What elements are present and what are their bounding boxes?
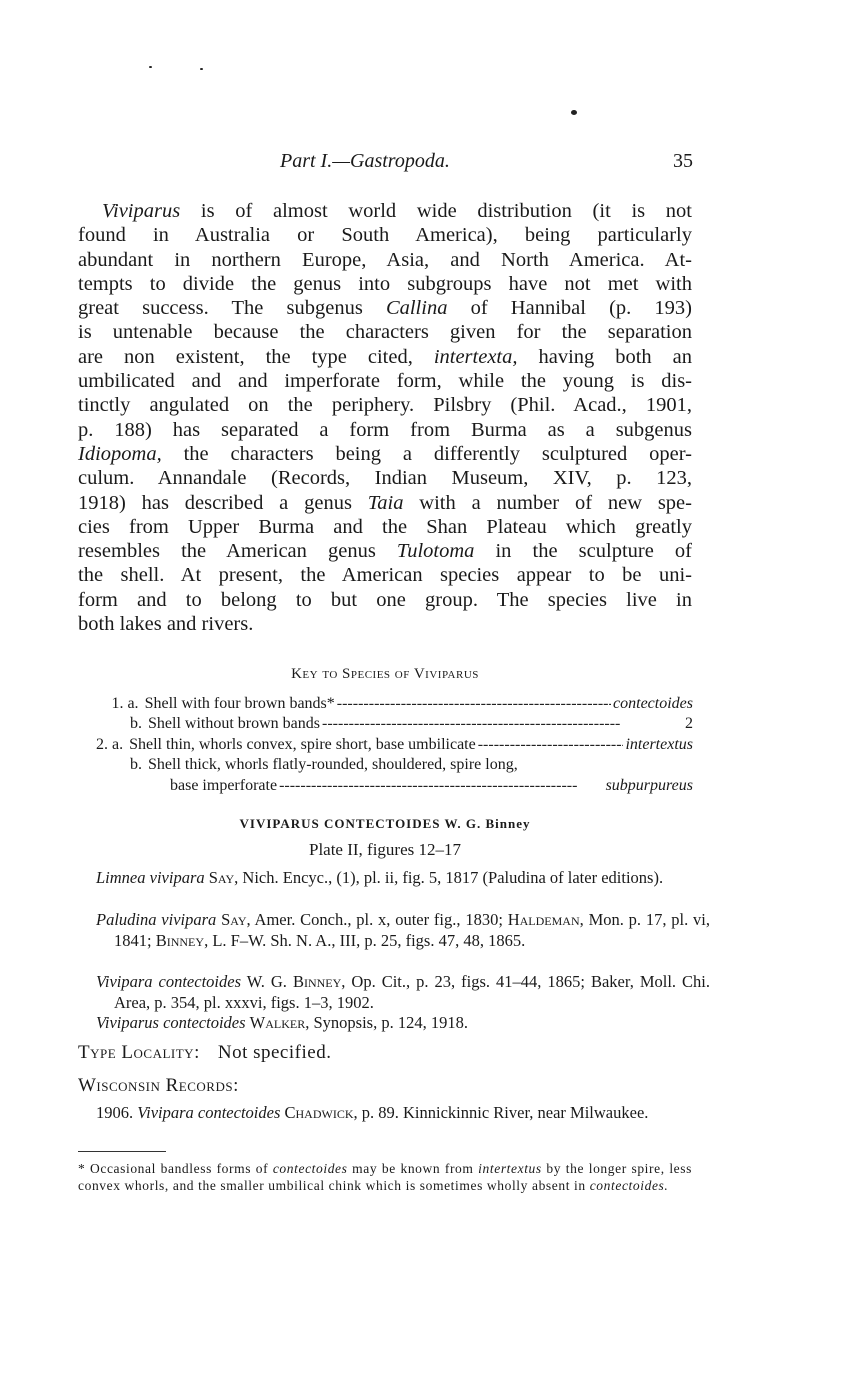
text-run: abundant in northern Europe, Asia, and North America. At- xyxy=(78,248,692,271)
dot-leader xyxy=(337,694,611,714)
text-run: the characters being a differently sculptured oper- xyxy=(161,442,692,465)
text-run: , Synopsis, p. 124, 1918. xyxy=(305,1013,468,1032)
synonymy-entry xyxy=(96,909,710,951)
text-run: of Hannibal (p. 193) xyxy=(447,297,692,320)
author-name: Walker xyxy=(249,1013,306,1032)
text-line xyxy=(78,466,692,490)
text-run: culum. Annandale (Records, Indian Museum, XIV, p. 123, xyxy=(78,467,692,490)
key-number: b. xyxy=(130,715,142,732)
synonymy-entry xyxy=(96,867,710,888)
italic-text: Callina xyxy=(385,297,448,320)
text-run: , Op. Cit., p. 23, figs. 41–44, 1865; Baker, Moll. Chi. Area, p. 354, pl. xxxvi, figs. 1–3, 1902. xyxy=(114,972,710,1012)
text-line xyxy=(78,320,692,344)
key-text: Shell thick, whorls flatly-rounded, shouldered, spire long, xyxy=(148,756,518,773)
text-run: resembles the American genus xyxy=(78,540,397,563)
body-paragraph xyxy=(78,199,692,636)
italic-text: Tulotoma xyxy=(396,540,475,563)
italic-text: Vivipara contectoides xyxy=(96,972,241,991)
text-line xyxy=(78,223,692,247)
key-text: Shell with four brown bands* xyxy=(144,695,335,712)
text-line xyxy=(78,393,692,417)
text-run: may be known from xyxy=(347,1161,479,1176)
key-text: Shell without brown bands xyxy=(148,715,320,732)
text-run: , p. 89. Kinnickinnic River, near Milwaukee. xyxy=(353,1103,649,1122)
italic-text: contectoides. xyxy=(589,1178,669,1193)
italic-text: Paludina vivipara xyxy=(96,910,217,929)
text-run: form and to belong to but one group. The species live in xyxy=(78,588,692,611)
text-run: , L. F–W. Sh. N. A., III, p. 25, figs. 47, 48, 1865. xyxy=(204,931,526,950)
text-run: p. 188) has separated a form from Burma as a subgenus xyxy=(78,418,692,441)
footnote xyxy=(78,1160,692,1194)
italic-text: Limnea vivipara xyxy=(96,868,205,887)
text-run: in the sculpture of xyxy=(474,540,692,563)
author-name: Binney xyxy=(155,931,205,950)
text-run: W. G. xyxy=(241,972,293,991)
author-name: Say xyxy=(221,910,247,929)
text-run: by the longer spire, less convex whorls, and the smaller umbilical chink which is sometimes wholly absent in xyxy=(78,1161,692,1193)
type-locality xyxy=(78,1042,331,1064)
key-result: subpurpureus xyxy=(605,777,693,794)
plate-reference: Plate II, figures 12–17 xyxy=(308,840,462,859)
text-run: both lakes and rivers. xyxy=(78,613,254,636)
text-line xyxy=(78,418,692,442)
key-result: contectoides xyxy=(613,695,693,712)
text-run: tinctly angulated on the periphery. Pilsbry (Phil. Acad., 1901, xyxy=(78,394,692,417)
italic-text: Viviparus contectoides xyxy=(96,1013,246,1032)
text-line xyxy=(78,612,692,636)
text-run: are non existent, the type cited, xyxy=(78,345,434,368)
key-number: 2. a. xyxy=(96,736,124,753)
text-line xyxy=(78,272,692,296)
synonymy-entry xyxy=(96,1012,710,1033)
dot-leader xyxy=(478,735,624,755)
text-run: the shell. At present, the American species appear to be uni- xyxy=(78,564,692,587)
italic-text: contectoides xyxy=(272,1161,348,1176)
text-line xyxy=(78,199,692,223)
text-run: , Nich. Encyc., (1), pl. ii, fig. 5, 1817 (Paludina of later editions). xyxy=(234,868,664,887)
key-row xyxy=(96,735,693,755)
scan-speck xyxy=(200,68,203,70)
key-text: Shell thin, whorls convex, spire short, base umbilicate xyxy=(129,736,476,753)
text-line xyxy=(78,442,692,466)
text-run: with a number of new spe- xyxy=(403,491,692,514)
text-run: 1918) has described a genus xyxy=(78,491,368,514)
author-name: Binney xyxy=(292,972,342,991)
key-text: base imperforate xyxy=(170,777,278,794)
key-row xyxy=(96,776,693,796)
italic-text: Taia xyxy=(367,491,404,514)
key-row xyxy=(96,755,693,775)
key-row xyxy=(96,714,693,734)
text-run: , Mon. p. 17, pl. vi, 1841; xyxy=(114,910,711,950)
key-number: b. xyxy=(130,756,142,773)
text-run: * Occasional bandless forms of xyxy=(78,1161,273,1176)
italic-text: intertexta, xyxy=(433,345,518,368)
page-number: 35 xyxy=(673,150,693,172)
author-name: Chadwick xyxy=(284,1103,354,1122)
wisconsin-record xyxy=(96,1102,710,1123)
text-line xyxy=(78,248,692,272)
italic-text: Viviparus xyxy=(102,200,181,222)
dot-leader xyxy=(279,776,604,796)
text-line xyxy=(78,515,692,539)
author-name: Haldeman xyxy=(507,910,580,929)
text-run: 1906. xyxy=(96,1103,138,1122)
dot-leader xyxy=(322,714,683,734)
key-row xyxy=(96,694,693,714)
running-title: Part I.—Gastropoda. xyxy=(280,150,450,172)
scan-speck xyxy=(149,66,152,68)
author-name: Say xyxy=(208,868,235,887)
italic-text: Idiopoma, xyxy=(78,442,162,465)
text-line xyxy=(78,345,692,369)
text-line xyxy=(78,588,692,612)
text-run: great success. The subgenus xyxy=(78,297,386,320)
scan-speck xyxy=(571,110,577,115)
footnote-rule xyxy=(78,1151,166,1152)
text-run: is of almost world wide distribution (it is not xyxy=(180,200,692,222)
text-line xyxy=(78,539,692,563)
text-run: tempts to divide the genus into subgroups have not met with xyxy=(78,272,692,295)
records-label: Wisconsin Records: xyxy=(78,1075,239,1096)
text-line xyxy=(78,296,692,320)
running-header xyxy=(78,150,693,176)
italic-text: intertextus xyxy=(478,1161,542,1176)
species-heading: VIVIPARUS CONTECTOIDES W. G. Binney xyxy=(239,816,531,831)
text-run: having both an xyxy=(517,345,693,368)
text-line xyxy=(78,563,692,587)
text-run: umbilicated and and imperforate form, while the young is dis- xyxy=(78,370,692,393)
text-line xyxy=(78,491,692,515)
text-run: , Amer. Conch., pl. x, outer fig., 1830; xyxy=(246,910,508,929)
italic-text: Vivipara contectoides xyxy=(137,1103,281,1122)
key-result: 2 xyxy=(685,715,693,732)
text-run: found in Australia or South America), being particularly xyxy=(78,224,692,247)
key-number xyxy=(96,776,148,796)
synonymy-entry xyxy=(96,971,710,1013)
text-run: is untenable because the characters given for the separation xyxy=(78,321,692,344)
key-number: 1. a. xyxy=(111,695,139,712)
text-line xyxy=(78,369,692,393)
text-run: cies from Upper Burma and the Shan Plateau which greatly xyxy=(78,515,692,538)
key-title: Key to Species of Viviparus xyxy=(291,666,479,682)
type-locality-label: Type Locality: xyxy=(78,1042,200,1063)
key-result: intertextus xyxy=(625,736,693,753)
type-locality-value: Not specified. xyxy=(217,1042,332,1063)
